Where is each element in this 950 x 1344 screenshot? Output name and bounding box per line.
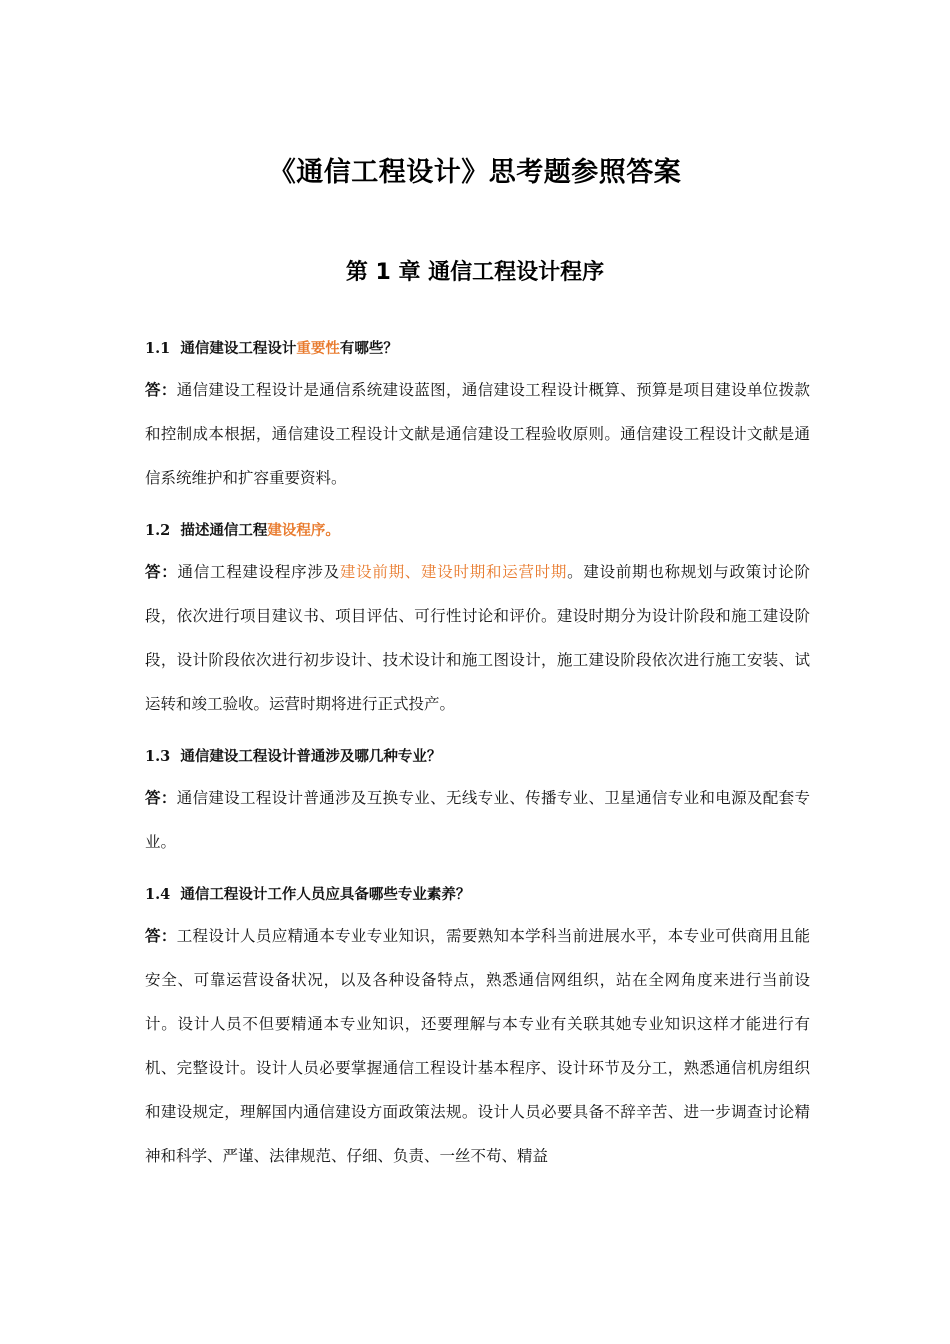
question-heading: 1.3 通信建设工程设计普通涉及哪几种专业？ [145, 748, 442, 765]
answer-paragraph: 答：通信建设工程设计普通涉及互换专业、无线专业、传播专业、卫星通信专业和电源及配套专业。 [145, 788, 810, 851]
document-body [145, 338, 810, 1178]
question-heading: 1.1 通信建设工程设计重要性有哪些？ [145, 340, 398, 357]
answer-paragraph: 答：工程设计人员应精通本专业专业知识，需要熟知本学科当前进展水平，本专业可供商用且能安全、可靠运营设备状况，以及各种设备特点，熟悉通信网组织，站在全网角度来进行当前设计。设计人员不但要精通本专业知识，还要理解与本专业有关联其她专业知识这样才能进行有机、完整设计。设计人员必要掌握通信工程设计基本程序、设计环节及分工，熟悉通信机房组织和建设规定，理解国内通信建设方面政策法规。设计人员必要具备不辞辛苦、进一步调查讨论精神和科学、严谨、法律规范、仔细、负责、一丝不苟、精益 [145, 926, 810, 1165]
document-title: 《通信工程设计》思考题参照答案 [268, 157, 682, 188]
answer-paragraph: 答：通信工程建设程序涉及建设前期、建设时期和运营时期。建设前期也称规划与政策讨论阶段，依次进行项目建议书、项目评估、可行性讨论和评价。建设时期分为设计阶段和施工建设阶段，设计阶段依次进行初步设计、技术设计和施工图设计，施工建设阶段依次进行施工安装、试运转和竣工验收。运营时期将进行正式投产。 [145, 562, 810, 713]
question-heading: 1.2 描述通信工程建设程序。 [145, 522, 340, 539]
chapter-title: 第 1 章 通信工程设计程序 [345, 260, 605, 285]
question-heading: 1.4 通信工程设计工作人员应具备哪些专业素养？ [145, 886, 471, 903]
answer-paragraph: 答：通信建设工程设计是通信系统建设蓝图，通信建设工程设计概算、预算是项目建设单位拨款和控制成本根据，通信建设工程设计文献是通信建设工程验收原则。通信建设工程设计文献是通信系统维护和扩容重要资料。 [145, 380, 810, 487]
